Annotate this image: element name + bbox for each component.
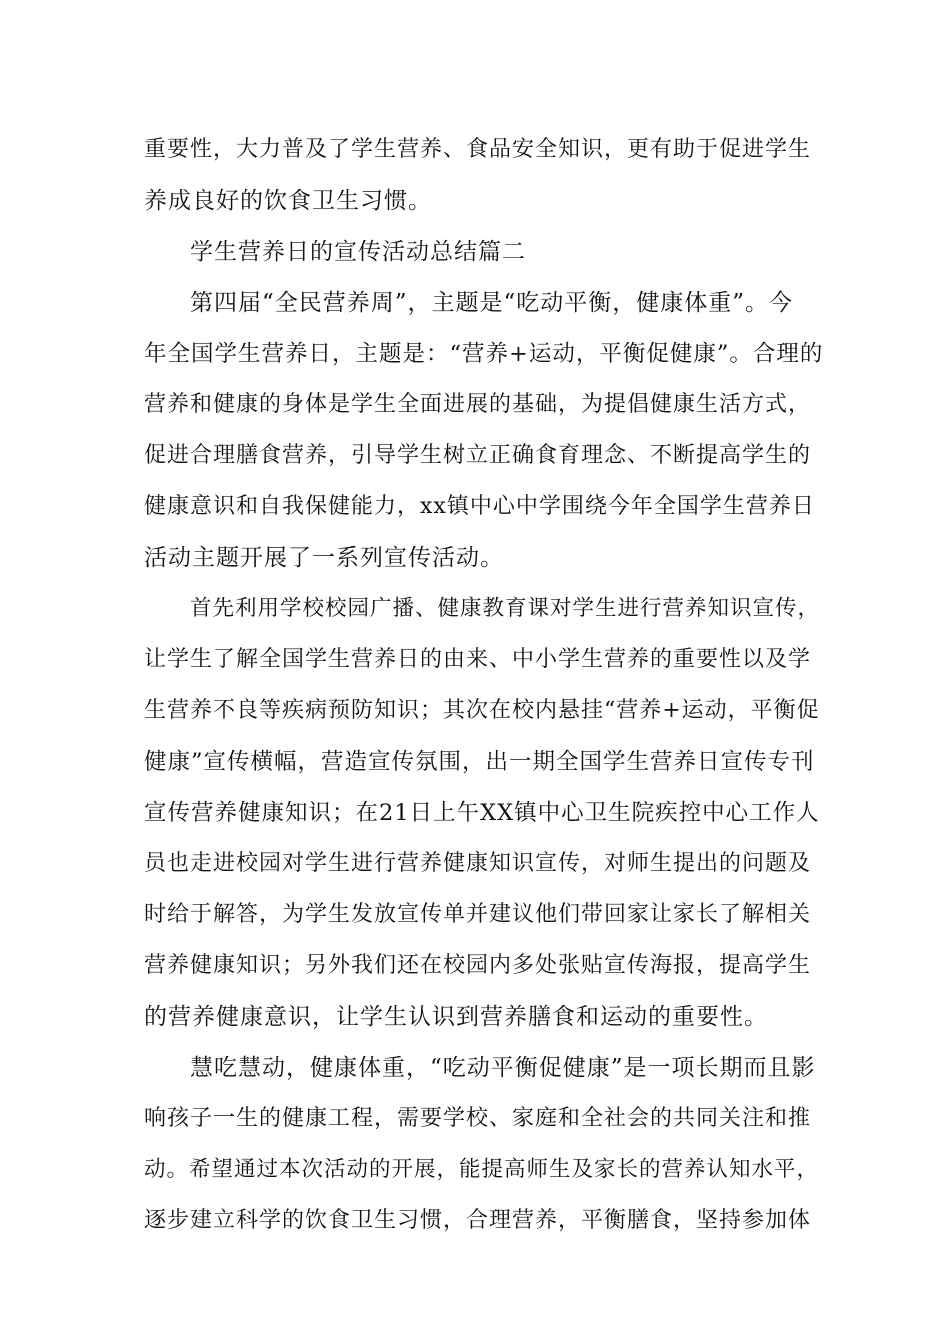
text-line: 营养健康知识；另外我们还在校园内多处张贴宣传海报，提高学生 [144,953,812,978]
text-line: 的营养健康意识，让学生认识到营养膳食和运动的重要性。 [144,1004,768,1030]
text-line: 员也走进校园对学生进行营养健康知识宣传，对师生提出的问题及 [144,851,812,876]
text-line: 宣传营养健康知识；在21日上午XX镇中心卫生院疾控中心工作人 [144,800,820,826]
text-line: 年全国学生营养日，主题是：“营养+运动，平衡促健康”。合理的 [144,341,824,367]
paragraph-first-line: 慧吃慧动，健康体重，“吃动平衡促健康”是一项长期而且影 [190,1055,816,1081]
text-line: 让学生了解全国学生营养日的由来、中小学生营养的重要性以及学 [144,647,812,672]
text-line: 重要性，大力普及了学生营养、食品安全知识，更有助于促进学生 [144,137,812,162]
text-line: 动。希望通过本次活动的开展，能提高师生及家长的营养认知水平， [144,1157,820,1182]
text-line: 活动主题开展了一系列宣传活动。 [144,545,504,571]
text-line: 健康”宣传横幅，营造宣传氛围，出一期全国学生营养日宣传专刊 [144,749,815,775]
section-heading: 学生营养日的宣传活动总结篇二 [190,239,526,265]
text-line: 逐步建立科学的饮食卫生习惯，合理营养，平衡膳食，坚持参加体 [144,1208,812,1233]
text-line: 时给于解答，为学生发放宣传单并建议他们带回家让家长了解相关 [144,902,812,927]
text-line: 响孩子一生的健康工程，需要学校、家庭和全社会的共同关注和推 [144,1106,812,1131]
text-line: 养成良好的饮食卫生习惯。 [144,188,432,214]
text-line: 生营养不良等疾病预防知识；其次在校内悬挂“营养+运动，平衡促 [144,698,820,723]
paragraph-first-line: 第四届“全民营养周”，主题是“吃动平衡，健康体重”。今 [190,290,794,316]
text-line: 健康意识和自我保健能力，xx镇中心中学围绕今年全国学生营养日 [144,494,815,519]
text-line: 促进合理膳食营养，引导学生树立正确食育理念、不断提高学生的 [144,443,812,468]
paragraph-first-line: 首先利用学校校园广播、健康教育课对学生进行营养知识宣传， [190,596,821,621]
text-line: 营养和健康的身体是学生全面进展的基础，为提倡健康生活方式， [144,392,812,417]
